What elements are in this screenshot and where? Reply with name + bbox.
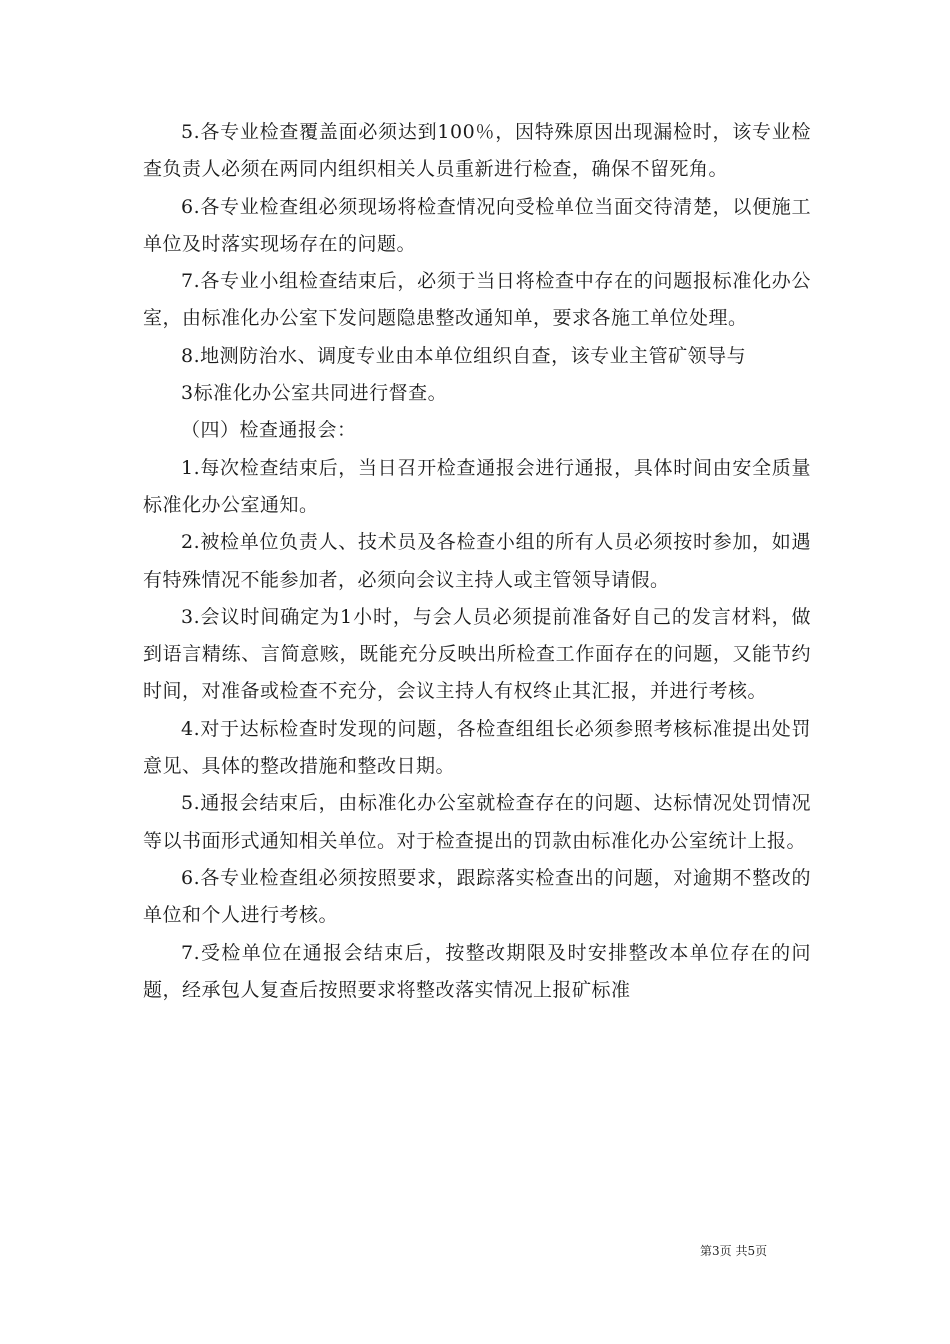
paragraph-item-5-coverage: 5.各专业检查覆盖面必须达到100％，因特殊原因出现漏检时，该专业检查负责人必须在两同内组织相关人员重新进行检查，确保不留死角。 — [143, 121, 811, 181]
paragraph-item-5-written-notice: 5.通报会结束后，由标准化办公室就检查存在的问题、达标情况处罚情况等以书面形式通知相关单位。对于检查提出的罚款由标准化办公室统计上报。 — [143, 792, 811, 852]
paragraph-item-6-onsite-handover: 6.各专业检查组必须现场将检查情况向受检单位当面交待清楚，以便施工单位及时落实现场存在的问题。 — [143, 195, 811, 255]
paragraph-item-2-attendance: 2.被检单位负责人、技术员及各检查小组的所有人员必须按时参加，如遇有特殊情况不能参加者，必须向会议主持人或主管领导请假。 — [143, 531, 811, 591]
section-heading-briefing-meeting: （四）检查通报会： — [181, 419, 357, 442]
paragraph-item-1-meeting-time: 1.每次检查结束后，当日召开检查通报会进行通报，具体时间由安全质量标准化办公室通知。 — [143, 456, 811, 516]
paragraph-item-7-rectification: 7.受检单位在通报会结束后，按整改期限及时安排整改本单位存在的问题，经承包人复查后按照要求将整改落实情况上报矿标准 — [143, 941, 811, 1001]
paragraph-continuation: 3标准化办公室共同进行督查。 — [181, 382, 448, 405]
paragraph-item-4-penalty-opinion: 4.对于达标检查时发现的问题，各检查组组长必须参照考核标准提出处罚意见、具体的整改措施和整改日期。 — [143, 717, 811, 778]
paragraph-item-6-follow-up: 6.各专业检查组必须按照要求，跟踪落实检查出的问题，对逾期不整改的单位和个人进行考核。 — [143, 866, 811, 927]
paragraph-item-3-duration: 3.会议时间确定为1小时，与会人员必须提前准备好自己的发言材料，做到语言精练、言简意赅，既能充分反映出所检查工作面存在的问题，又能节约时间，对准备或检查不充分，会议主持人有权终止其汇报，并进行考核。 — [143, 605, 811, 703]
document-body — [143, 114, 811, 1009]
page-number-footer: 第3页 共5页 — [700, 1244, 768, 1258]
paragraph-item-7-report-issues: 7.各专业小组检查结束后，必须于当日将检查中存在的问题报标准化办公室，由标准化办公室下发问题隐患整改通知单，要求各施工单位处理。 — [143, 270, 811, 330]
paragraph-item-8-self-inspection: 8.地测防治水、调度专业由本单位组织自查，该专业主管矿领导与 — [181, 344, 747, 367]
